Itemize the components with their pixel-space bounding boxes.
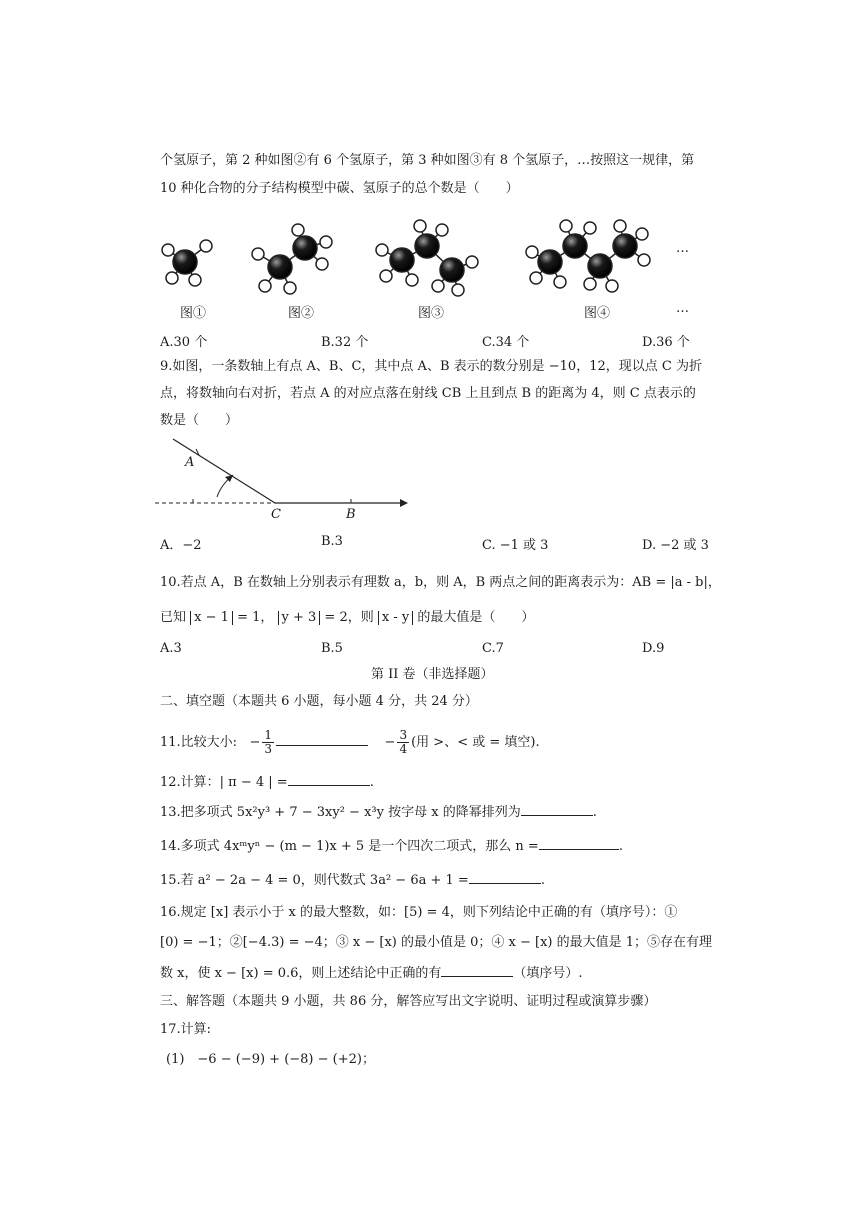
q8-option-a: A.30 个 bbox=[160, 335, 208, 350]
q8-option-d: D.36 个 bbox=[642, 335, 690, 350]
part-2-heading: 二、填空题（本题共 6 小题，每小题 4 分，共 24 分） bbox=[160, 694, 478, 709]
q14-prefix: 14.多项式 4xᵐyⁿ − (m − 1)x + 5 是一个四次二项式，那么 n = bbox=[160, 839, 539, 854]
label-point-c: C bbox=[271, 507, 281, 522]
q10-line2-part-a: 已知 bbox=[160, 610, 187, 625]
label-point-a: A bbox=[185, 455, 195, 470]
q11-frac1-sign: − bbox=[249, 735, 261, 750]
q10-option-b: B.5 bbox=[321, 641, 343, 656]
q12-prefix: 12.计算：| π − 4 | = bbox=[160, 775, 288, 790]
q12-suffix: . bbox=[369, 775, 374, 790]
q15-prefix: 15.若 a² − 2a − 4 = 0，则代数式 3a² − 6a + 1 = bbox=[160, 873, 469, 888]
q10-line2-part-c: = 2，则 bbox=[324, 610, 374, 625]
q10-option-c: C.7 bbox=[482, 641, 504, 656]
fig-label-3: 图③ bbox=[418, 306, 445, 321]
q16-answer-blank[interactable] bbox=[441, 964, 513, 977]
q12-answer-blank[interactable] bbox=[288, 773, 370, 786]
q17-sub1: (1) −6 − (−9) + (−8) − (+2)； bbox=[166, 1052, 375, 1067]
molecule-2 bbox=[252, 224, 332, 294]
q8-option-c: C.34 个 bbox=[482, 335, 530, 350]
q8-line2: 10 种化合物的分子结构模型中碳、氢原子的总个数是（ ） bbox=[160, 181, 519, 196]
q8-option-b: B.32 个 bbox=[321, 335, 369, 350]
q15-answer-blank[interactable] bbox=[469, 871, 541, 884]
q9-line1: 9.如图，一条数轴上有点 A、B、C，其中点 A、B 表示的数分别是 −10，12，现以点 C 为折 bbox=[160, 359, 702, 374]
number-line-figure bbox=[155, 435, 415, 520]
q9-option-a: A．−2 bbox=[160, 538, 202, 553]
q9-line3: 数是（ ） bbox=[160, 413, 239, 428]
q10-option-a: A.3 bbox=[160, 641, 182, 656]
abs-x-minus-y: x - y bbox=[378, 611, 413, 625]
q9-option-d: D. −2 或 3 bbox=[642, 538, 709, 553]
q13-answer-blank[interactable] bbox=[521, 803, 593, 816]
q12 bbox=[160, 773, 374, 792]
label-point-b: B bbox=[346, 507, 356, 522]
abs-x-minus-1: x − 1 bbox=[190, 611, 233, 625]
fraction-one-third: $\frac{1}{3}$ bbox=[264, 728, 273, 756]
q10-option-d: D.9 bbox=[642, 641, 665, 656]
q13-suffix: . bbox=[592, 805, 597, 820]
fig-label-2: 图② bbox=[288, 306, 315, 321]
q14 bbox=[160, 837, 623, 856]
q16-line1: 16.规定 [x] 表示小于 x 的最大整数，如：[5) = 4，则下列结论中正确的有（填序号）：① bbox=[160, 905, 678, 920]
q10-line2-part-b: = 1， bbox=[237, 610, 274, 625]
q9-line2: 点，将数轴向右对折，若点 A 的对应点落在射线 CB 上且到点 B 的距离为 4，则 C 点表示的 bbox=[160, 386, 696, 401]
fraction-three-quarters: $\frac{3}{4}$ bbox=[399, 728, 408, 756]
molecule-figures bbox=[150, 212, 710, 302]
q14-suffix: . bbox=[618, 839, 623, 854]
q11-suffix: (用 >、< 或 = 填空). bbox=[411, 735, 540, 750]
molecule-1 bbox=[162, 240, 212, 286]
fig-ellipsis-top: … bbox=[676, 241, 689, 256]
q9-option-b: B.3 bbox=[321, 534, 343, 549]
q16-line3 bbox=[160, 964, 583, 983]
q11-frac2-sign: − bbox=[384, 735, 396, 750]
q13-prefix: 13.把多项式 5x²y³ + 7 − 3xy² − x³y 按字母 x 的降幂排列为 bbox=[160, 805, 521, 820]
q13 bbox=[160, 803, 597, 822]
section-ii-title: 第 II 卷（非选择题） bbox=[371, 667, 494, 682]
q9-option-c: C. −1 或 3 bbox=[482, 538, 549, 553]
q10-line1: 10.若点 A，B 在数轴上分别表示有理数 a，b，则 A，B 两点之间的距离表示为：AB = |a - b|， bbox=[160, 575, 721, 590]
q10-line2 bbox=[160, 609, 534, 627]
q10-line2-part-d: 的最大值是（ ） bbox=[417, 610, 535, 625]
q11-prefix: 11.比较大小: bbox=[160, 735, 238, 750]
molecule-4 bbox=[526, 220, 650, 292]
fig-label-1: 图① bbox=[180, 306, 207, 321]
fig-label-4: 图④ bbox=[584, 306, 611, 321]
q16-line3-suffix: （填序号）. bbox=[513, 966, 583, 981]
q14-answer-blank[interactable] bbox=[539, 837, 619, 850]
q15 bbox=[160, 871, 545, 890]
part-3-heading: 三、解答题（本题共 9 小题，共 86 分，解答应写出文字说明、证明过程或演算步骤） bbox=[160, 994, 657, 1009]
q17-title: 17.计算: bbox=[160, 1022, 212, 1037]
molecule-3 bbox=[376, 220, 478, 296]
q16-line3-prefix: 数 x，使 x − [x) = 0.6，则上述结论中正确的有 bbox=[160, 966, 442, 981]
q11-answer-blank[interactable] bbox=[276, 733, 368, 746]
q11 bbox=[160, 723, 540, 763]
abs-y-plus-3: y + 3 bbox=[278, 611, 321, 625]
q16-line2: [0) = −1；②[−4.3) = −4；③ x − [x) 的最小值是 0；④ x − [x) 的最大值是 1；⑤存在有理 bbox=[160, 935, 713, 950]
q8-line1: 个氢原子，第 2 种如图②有 6 个氢原子，第 3 种如图③有 8 个氢原子，…按照这一规律，第 bbox=[160, 153, 695, 168]
fig-ellipsis-bottom: … bbox=[676, 301, 689, 316]
q15-suffix: . bbox=[540, 873, 545, 888]
